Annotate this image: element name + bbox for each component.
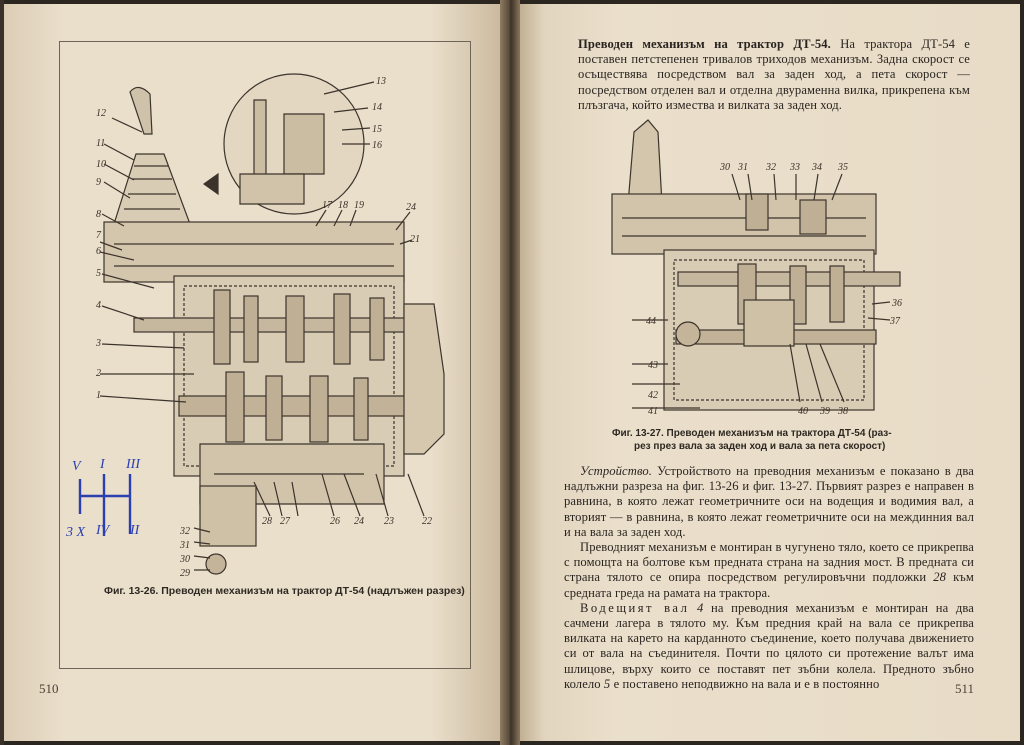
handwriting-gear-1: I <box>100 457 105 472</box>
callout-35: 35 <box>838 162 848 173</box>
callout-14: 14 <box>372 102 382 113</box>
callout-21: 21 <box>410 234 420 245</box>
figure-13-27-caption-line2: рез през вала за заден ход и вала за пета скорост) <box>634 441 886 452</box>
callout-40: 40 <box>798 406 808 417</box>
callout-42: 42 <box>648 390 658 401</box>
callout-23: 23 <box>384 516 394 527</box>
handwriting-gear-5: V <box>72 459 81 474</box>
book-gutter <box>500 0 520 745</box>
callout-10: 10 <box>96 159 106 170</box>
callout-37: 37 <box>890 316 900 327</box>
callout-29: 29 <box>180 568 190 579</box>
handwriting-gear-4: IV <box>96 523 110 538</box>
figure-13-26-caption: Фиг. 13-26. Преводен механизъм на трактор ДТ-54 (надлъжен разрез) <box>104 585 465 597</box>
callout-32: 32 <box>180 526 190 537</box>
figure-13-27-caption <box>612 427 942 453</box>
callout-36: 36 <box>892 298 902 309</box>
callout-27: 27 <box>280 516 290 527</box>
callout-28: 28 <box>262 516 272 527</box>
handwriting-reverse: 3 X <box>66 525 86 540</box>
callout-34: 34 <box>812 162 822 173</box>
callout-7: 7 <box>96 230 101 241</box>
callout-17: 17 <box>322 200 332 211</box>
para2-num: 28 <box>933 570 947 585</box>
page-number-right: 511 <box>955 681 975 696</box>
callout-24: 24 <box>354 516 364 527</box>
callout-1: 1 <box>96 390 101 401</box>
callout-39: 39 <box>820 406 830 417</box>
callout-26: 26 <box>330 516 340 527</box>
para1-lead: Устройство. <box>580 464 652 478</box>
para3-lead: Водещият вал <box>580 600 690 615</box>
callout-31: 31 <box>738 162 748 173</box>
callout-9: 9 <box>96 177 101 188</box>
callout-12: 12 <box>96 108 106 119</box>
callout-30: 30 <box>720 162 730 173</box>
page-number-left: 510 <box>39 681 59 696</box>
callout-33: 33 <box>790 162 800 173</box>
intro-paragraph <box>578 37 970 113</box>
para3-text: на преводния механизъм е монтиран на два сачмени лагера в тялото му. Към предния край на вала се прикрепва вилката на карето на карданното съединение, което получава движението си от вала на съединителя. Почти по цялото си протежение валът има шлицове, върху които се поставят пет зъбни колела. Предното зъбно колело <box>564 600 974 691</box>
callout-31: 31 <box>180 540 190 551</box>
callout-15: 15 <box>372 124 382 135</box>
callout-38: 38 <box>838 406 848 417</box>
callout-19: 19 <box>354 200 364 211</box>
para2-text: Преводният механизъм е монтиран в чугунено тяло, което се прикрепва с помощта на болтове към предната страна на задния мост. В предната си страна тялото се опира посредством регулировъчни подложки <box>564 540 974 585</box>
handwriting-gear-3: III <box>126 457 140 472</box>
callout-32: 32 <box>766 162 776 173</box>
callout-4: 4 <box>96 300 101 311</box>
callout-6: 6 <box>96 246 101 257</box>
callout-3: 3 <box>96 338 101 349</box>
body-text <box>564 464 974 692</box>
figure-13-27-caption-line1: Фиг. 13-27. Преводен механизъм на трактора ДТ-54 (раз- <box>612 428 892 439</box>
handwriting-gear-2: II <box>130 523 140 538</box>
callout-41: 41 <box>648 406 658 417</box>
para2-tail: към средната греда на рамата на трактора. <box>564 570 974 600</box>
callout-13: 13 <box>376 76 386 87</box>
callout-44: 44 <box>646 316 656 327</box>
callout-2: 2 <box>96 368 101 379</box>
para3-num1: 4 <box>696 600 704 615</box>
callout-30: 30 <box>180 554 190 565</box>
para3-num2: 5 <box>603 676 611 691</box>
callout-43: 43 <box>648 360 658 371</box>
intro-text: На трактора ДТ-54 е поставен петстепенен тривалов триходов механизъм. Задна скорост се осъществява посредством вал за заден ход, а пета скорост — посредством отделен вал и отделна двураменна вилка, прикрепена към плъзгача, който измества и вилката за заден ход. <box>578 37 970 112</box>
callout-8: 8 <box>96 209 101 220</box>
callout-18: 18 <box>338 200 348 211</box>
intro-heading: Преводен механизъм на трактор ДТ-54. <box>578 37 831 51</box>
callout-11: 11 <box>96 138 106 149</box>
callout-5: 5 <box>96 268 101 279</box>
callout-16: 16 <box>372 140 382 151</box>
left-page <box>4 4 506 741</box>
para1-text: Устройството на преводния механизъм е показано в два надлъжни разреза на фиг. 13-26 и фиг. 13-27. Първият разрез е направен в равнина, в която лежат геометричните оси на водещия и водимия вал, а вторият — в равнина, в която лежат геометричните оси на междинния вал и на вала за заден ход. <box>564 464 974 539</box>
para3-tail: е поставено неподвижно на вала и е в постоянно <box>613 676 880 691</box>
callout-22: 22 <box>422 516 432 527</box>
callout-24-top: 24 <box>406 202 416 213</box>
